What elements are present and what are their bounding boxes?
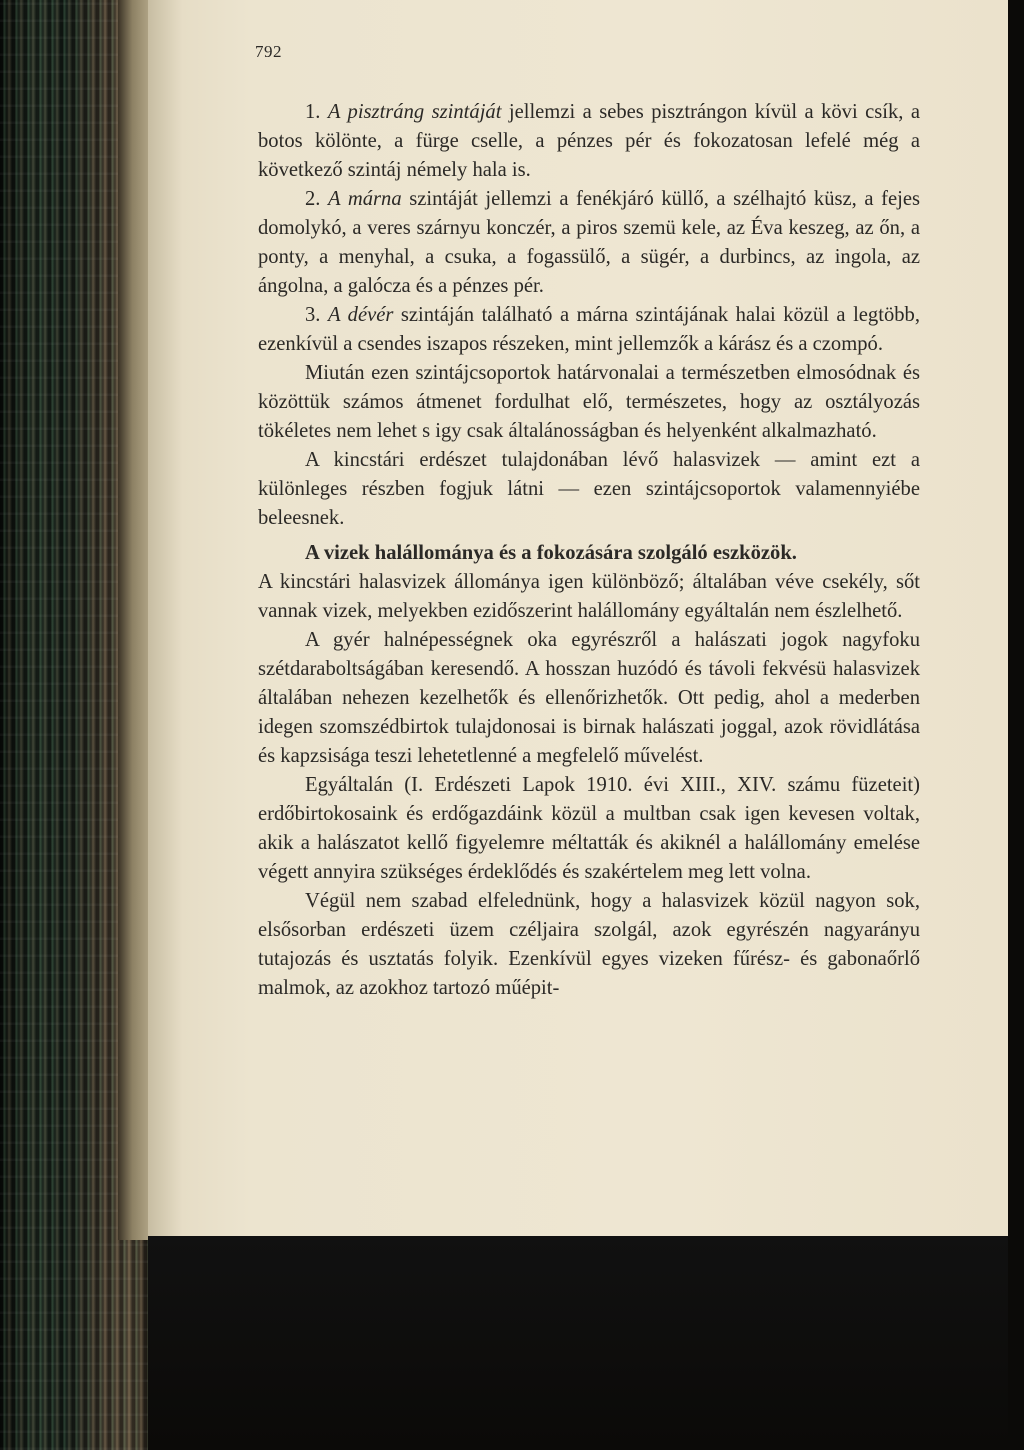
body-text (258, 98, 920, 1003)
scan-border (1008, 0, 1024, 1450)
scan-background (148, 1236, 1008, 1450)
section-heading: A vizek halállománya és a fokozására szolgáló eszközök. (305, 542, 797, 564)
page-number: 792 (255, 42, 282, 61)
paragraph-7: A gyér halnépességnek oka egyrészről a halászati jogok nagyfoku szétdaraboltságában keresendő. A hosszan huzódó és távoli fekvésü halasvizek általában nehezen kezelhetők és ellenőrizhetők. Ott pedig, ahol a mederben idegen szomszédbirtok tulajdonosai is birnak halászati joggal, azok rövidlátása és kapzsisága teszi lehetetlenné a megfelelő művelést. (258, 629, 920, 767)
paragraph-number: 1. (305, 101, 321, 123)
paragraph-text: szintáját jellemzi a fenékjáró küllő, a szélhajtó küsz, a fejes domolykó, a veres szárnyu konczér, a piros szemü kele, az Éva keszeg, az őn, a ponty, a menyhal, a csuka, a fogassülő, a sügér, a durbincs, az ingola, az ángolna, a galócza és a pénzes pér. (258, 188, 920, 297)
paragraph-8: Egyáltalán (I. Erdészeti Lapok 1910. évi XIII., XIV. számu füzeteit) erdőbirtokosaink és erdőgazdáink közül a multban csak igen kevesen voltak, akik a halászatot kellő figyelemre méltatták és akiknél a halállomány emelése végett annyira szükséges érdeklődés és szakértelem meg lett volna. (258, 774, 920, 883)
paragraph-3 (258, 301, 920, 359)
paragraph-text: szintáján található a márna szintájának halai közül a legtöbb, ezenkívül a csendes iszapos részeken, mint jellemzők a kárász és a czompó. (258, 304, 920, 355)
paragraph-number: 2. (305, 188, 321, 210)
zone-title: A pisztráng szintáját (327, 101, 502, 123)
paragraph-6: A kincstári halasvizek állománya igen különböző; általában véve csekély, sőt vannak vizek, melyekben ezidőszerint halállomány egyáltalán nem észlelhető. (258, 571, 920, 622)
book-page (148, 0, 1008, 1236)
paragraph-text: jellemzi a sebes pisztrángon kívül a kövi csík, a botos kölönte, a fürge cselle, a pénzes pér és fokozatosan lefelé még a következő szintáj némely hala is. (258, 101, 920, 181)
paragraph-2 (258, 185, 920, 301)
paragraph-number: 3. (305, 304, 321, 326)
paragraph-5: A kincstári erdészet tulajdonában lévő halasvizek — amint ezt a különleges részben fogjuk látni — ezen szintájcsoportok valamennyiébe beleesnek. (258, 449, 920, 529)
paragraph-1 (258, 98, 920, 185)
paragraph-9: Végül nem szabad elfelednünk, hogy a halasvizek közül nagyon sok, elsősorban erdészeti üzem czéljaira szolgál, azok egyrészén nagyarányu tutajozás és usztatás folyik. Ezenkívül egyes vizeken fűrész- és gabonaőrlő malmok, az azokhoz tartozó műépit- (258, 890, 920, 999)
zone-title: A márna (328, 188, 402, 210)
paragraph-4: Miután ezen szintájcsoportok határvonalai a természetben elmosódnak és közöttük számos átmenet fordulhat elő, természetes, hogy az osztályozás tökéletes nem lehet s igy csak általánosságban és helyenként alkalmazható. (258, 362, 920, 442)
zone-title: A dévér (327, 304, 394, 326)
